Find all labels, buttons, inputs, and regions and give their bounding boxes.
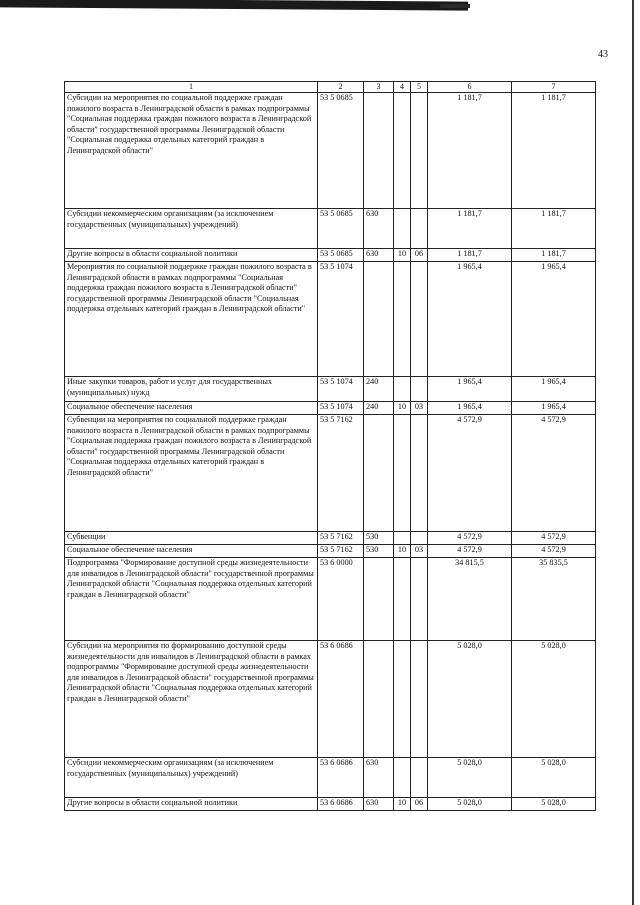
header-cell-col6: 6 bbox=[428, 82, 512, 93]
header-cell-col5: 5 bbox=[411, 82, 428, 93]
amount-year-2: 5 028,0 bbox=[512, 758, 596, 798]
budget-table-body bbox=[65, 82, 596, 811]
target-article-code: 53 6 0686 bbox=[318, 758, 364, 798]
target-article-code: 53 6 0686 bbox=[318, 798, 364, 811]
amount-year-2: 4 572,9 bbox=[512, 532, 596, 545]
amount-year-2: 1 181,7 bbox=[512, 93, 596, 209]
expense-type-code: 530 bbox=[364, 545, 394, 558]
row-name-cell: Субвенции на мероприятия по социальной поддержке граждан пожилого возраста в Ленинградской области в рамках подпрограммы "Социальная поддержка граждан пожилого возраста в Ленинградской области" государственной программы Ленинградской области "Социальная поддержка отдельных категорий граждан в Ленинградской области" bbox=[65, 415, 318, 532]
amount-year-1: 34 815,5 bbox=[428, 558, 512, 641]
expense-type-code bbox=[364, 93, 394, 209]
subsection-code: 03 bbox=[411, 402, 428, 415]
subsection-code bbox=[411, 641, 428, 758]
target-article-code: 53 5 1074 bbox=[318, 402, 364, 415]
section-code bbox=[394, 558, 411, 641]
target-article-code: 53 5 0685 bbox=[318, 209, 364, 249]
row-name-cell: Другие вопросы в области социальной политики bbox=[65, 249, 318, 262]
header-cell-col2: 2 bbox=[318, 82, 364, 93]
amount-year-2: 1 181,7 bbox=[512, 249, 596, 262]
row-name-cell: Другие вопросы в области социальной политики bbox=[65, 798, 318, 811]
expense-type-code: 530 bbox=[364, 532, 394, 545]
page-number: 43 bbox=[598, 49, 608, 60]
target-article-code: 53 5 7162 bbox=[318, 532, 364, 545]
subsection-code bbox=[411, 262, 428, 377]
amount-year-1: 5 028,0 bbox=[428, 641, 512, 758]
table-row bbox=[65, 93, 596, 209]
table-row bbox=[65, 249, 596, 262]
table-row bbox=[65, 262, 596, 377]
subsection-code bbox=[411, 532, 428, 545]
section-code bbox=[394, 758, 411, 798]
subsection-code: 06 bbox=[411, 249, 428, 262]
amount-year-2: 35 835,5 bbox=[512, 558, 596, 641]
section-code bbox=[394, 93, 411, 209]
section-code: 10 bbox=[394, 249, 411, 262]
target-article-code: 53 5 0685 bbox=[318, 249, 364, 262]
amount-year-1: 5 028,0 bbox=[428, 758, 512, 798]
subsection-code bbox=[411, 209, 428, 249]
target-article-code: 53 5 7162 bbox=[318, 415, 364, 532]
section-code bbox=[394, 532, 411, 545]
expense-type-code: 630 bbox=[364, 798, 394, 811]
amount-year-1: 1 181,7 bbox=[428, 93, 512, 209]
target-article-code: 53 6 0000 bbox=[318, 558, 364, 641]
target-article-code: 53 5 7162 bbox=[318, 545, 364, 558]
scan-edge-band-tail bbox=[440, 4, 470, 8]
table-row bbox=[65, 377, 596, 402]
amount-year-2: 1 181,7 bbox=[512, 209, 596, 249]
expense-type-code bbox=[364, 558, 394, 641]
expense-type-code: 630 bbox=[364, 758, 394, 798]
section-code: 10 bbox=[394, 402, 411, 415]
amount-year-1: 1 181,7 bbox=[428, 209, 512, 249]
expense-type-code bbox=[364, 641, 394, 758]
amount-year-2: 5 028,0 bbox=[512, 798, 596, 811]
subsection-code bbox=[411, 558, 428, 641]
expense-type-code bbox=[364, 262, 394, 377]
subsection-code bbox=[411, 377, 428, 402]
section-code bbox=[394, 377, 411, 402]
amount-year-1: 1 965,4 bbox=[428, 262, 512, 377]
scan-edge-band bbox=[0, 0, 468, 11]
amount-year-2: 1 965,4 bbox=[512, 377, 596, 402]
table-row bbox=[65, 209, 596, 249]
amount-year-1: 1 965,4 bbox=[428, 402, 512, 415]
scan-right-edge bbox=[632, 0, 634, 905]
target-article-code: 53 5 1074 bbox=[318, 262, 364, 377]
header-cell-col1: 1 bbox=[65, 82, 318, 93]
section-code bbox=[394, 262, 411, 377]
row-name-cell: Субвенции bbox=[65, 532, 318, 545]
target-article-code: 53 5 1074 bbox=[318, 377, 364, 402]
table-row bbox=[65, 545, 596, 558]
header-cell-col4: 4 bbox=[394, 82, 411, 93]
row-name-cell: Иные закупки товаров, работ и услуг для государственных (муниципальных) нужд bbox=[65, 377, 318, 402]
budget-table bbox=[64, 81, 596, 811]
header-cell-col7: 7 bbox=[512, 82, 596, 93]
row-name-cell: Социальное обеспечение населения bbox=[65, 402, 318, 415]
row-name-cell: Субсидии некоммерческим организациям (за исключением государственных (муниципальных) учреждений) bbox=[65, 209, 318, 249]
amount-year-2: 5 028,0 bbox=[512, 641, 596, 758]
row-name-cell: Субсидии на мероприятия по социальной поддержке граждан пожилого возраста в Ленинградской области в рамках подпрограммы "Социальная поддержка граждан пожилого возраста в Ленинградской области" государственной программы Ленинградской области "Социальная поддержка отдельных категорий граждан в Ленинградской области" bbox=[65, 93, 318, 209]
subsection-code: 03 bbox=[411, 545, 428, 558]
target-article-code: 53 5 0685 bbox=[318, 93, 364, 209]
section-code: 10 bbox=[394, 798, 411, 811]
header-cell-col3: 3 bbox=[364, 82, 394, 93]
amount-year-2: 1 965,4 bbox=[512, 402, 596, 415]
amount-year-1: 4 572,9 bbox=[428, 532, 512, 545]
subsection-code: 06 bbox=[411, 798, 428, 811]
subsection-code bbox=[411, 93, 428, 209]
row-name-cell: Субсидии некоммерческим организациям (за исключением государственных (муниципальных) учреждений) bbox=[65, 758, 318, 798]
section-code bbox=[394, 415, 411, 532]
expense-type-code: 240 bbox=[364, 402, 394, 415]
table-row bbox=[65, 798, 596, 811]
table-row bbox=[65, 415, 596, 532]
amount-year-2: 4 572,9 bbox=[512, 545, 596, 558]
subsection-code bbox=[411, 758, 428, 798]
amount-year-2: 1 965,4 bbox=[512, 262, 596, 377]
table-row bbox=[65, 402, 596, 415]
section-code bbox=[394, 209, 411, 249]
table-row bbox=[65, 558, 596, 641]
expense-type-code bbox=[364, 415, 394, 532]
amount-year-1: 4 572,9 bbox=[428, 545, 512, 558]
section-code bbox=[394, 641, 411, 758]
table-row bbox=[65, 641, 596, 758]
target-article-code: 53 6 0686 bbox=[318, 641, 364, 758]
table-row bbox=[65, 532, 596, 545]
amount-year-2: 4 572,9 bbox=[512, 415, 596, 532]
expense-type-code: 630 bbox=[364, 209, 394, 249]
row-name-cell: Подпрограмма "Формирование доступной среды жизнедеятельности для инвалидов в Ленинградской области" государственной программы Ленинградской области "Социальная поддержка отдельных категорий граждан в Ленинградской области" bbox=[65, 558, 318, 641]
subsection-code bbox=[411, 415, 428, 532]
row-name-cell: Мероприятия по социальной поддержке граждан пожилого возраста в Ленинградской области в рамках подпрограммы "Социальная поддержка граждан пожилого возраста в Ленинградской области" государственной программы Ленинградской области "Социальная поддержка отдельных категорий граждан в Ленинградской области" bbox=[65, 262, 318, 377]
section-code: 10 bbox=[394, 545, 411, 558]
expense-type-code: 630 bbox=[364, 249, 394, 262]
header-row bbox=[65, 82, 596, 93]
expense-type-code: 240 bbox=[364, 377, 394, 402]
table-row bbox=[65, 758, 596, 798]
amount-year-1: 4 572,9 bbox=[428, 415, 512, 532]
amount-year-1: 1 965,4 bbox=[428, 377, 512, 402]
row-name-cell: Социальное обеспечение населения bbox=[65, 545, 318, 558]
amount-year-1: 5 028,0 bbox=[428, 798, 512, 811]
amount-year-1: 1 181,7 bbox=[428, 249, 512, 262]
row-name-cell: Субсидии на мероприятия по формированию доступной среды жизнедеятельности для инвалидов в Ленинградской области в рамках подпрограммы "Формирование доступной среды жизнедеятельности для инвалидов в Ленинградской области" государственной программы Ленинградской области "Социальная поддержка отдельных категорий граждан в Ленинградской области" bbox=[65, 641, 318, 758]
